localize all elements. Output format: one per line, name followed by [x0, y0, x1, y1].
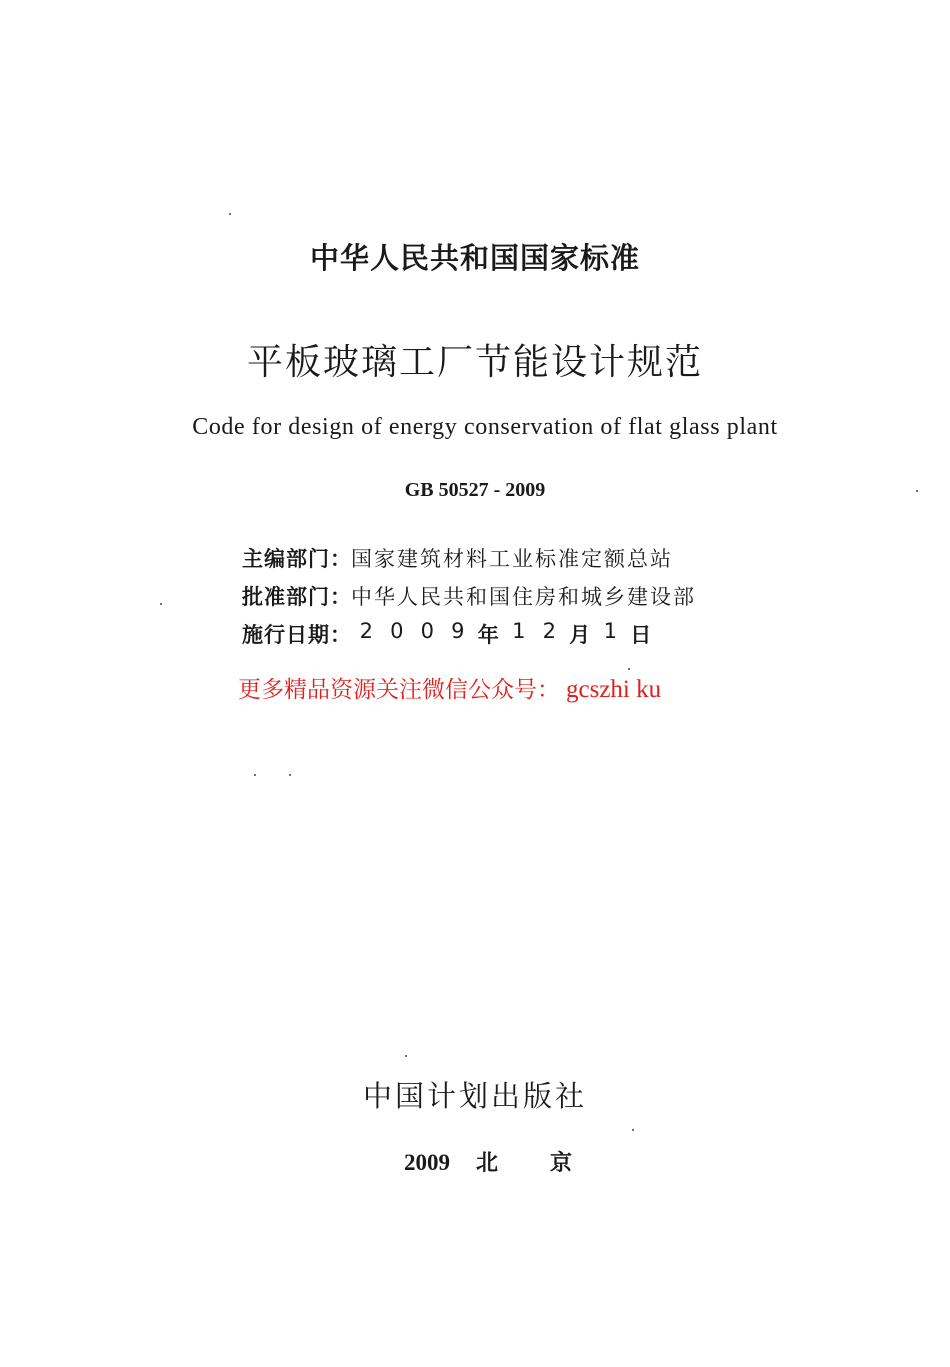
scan-speck [254, 774, 256, 776]
promo-text: 更多精品资源关注微信公众号： [238, 677, 560, 703]
date-year-unit: 年 [477, 623, 499, 647]
date-char: 1 [512, 619, 526, 643]
scan-speck [632, 1129, 634, 1131]
editor-department-label: 主编部门 [242, 547, 330, 571]
scan-speck [160, 603, 162, 605]
effective-date-row [242, 619, 656, 649]
promo-handle: gcszhi ku [566, 676, 662, 703]
effective-date-colon: ： [330, 623, 351, 647]
chinese-title: 平板玻璃工厂节能设计规范 [246, 342, 703, 383]
date-char: 0 [390, 619, 404, 643]
scan-speck [289, 774, 291, 776]
scan-speck [628, 668, 630, 670]
approver-department-colon: ： [330, 585, 351, 609]
publication-place [404, 1146, 624, 1177]
approver-department-value: 中华人民共和国住房和城乡建设部 [351, 585, 696, 609]
scan-speck [916, 490, 918, 492]
standard-code: GB 50527 - 2009 [404, 479, 546, 501]
date-month-unit: 月 [569, 623, 591, 647]
effective-date-value [351, 619, 656, 649]
editor-department-colon: ： [330, 547, 351, 571]
publication-city: 北京 [476, 1151, 625, 1176]
english-title: Code for design of energy conservation of flat glass plant [192, 414, 778, 440]
date-char: 2 [542, 619, 556, 643]
publisher-name: 中国计划出版社 [362, 1079, 587, 1113]
scan-speck [229, 213, 231, 215]
date-char: 9 [451, 619, 465, 643]
date-char: 2 [359, 619, 373, 643]
promo-line [238, 671, 661, 704]
publication-year: 2009 [404, 1150, 450, 1175]
approver-department-label: 批准部门 [242, 585, 330, 609]
date-day-unit: 日 [630, 623, 652, 647]
date-char: 0 [420, 619, 434, 643]
national-standard-heading: 中华人民共和国国家标准 [309, 241, 640, 275]
editor-department-value: 国家建筑材料工业标准定额总站 [351, 547, 673, 571]
scan-speck [405, 1055, 407, 1057]
approver-department-row [242, 581, 696, 611]
editor-department-row [242, 543, 673, 573]
date-char: 1 [603, 619, 617, 643]
effective-date-label: 施行日期 [242, 623, 330, 647]
